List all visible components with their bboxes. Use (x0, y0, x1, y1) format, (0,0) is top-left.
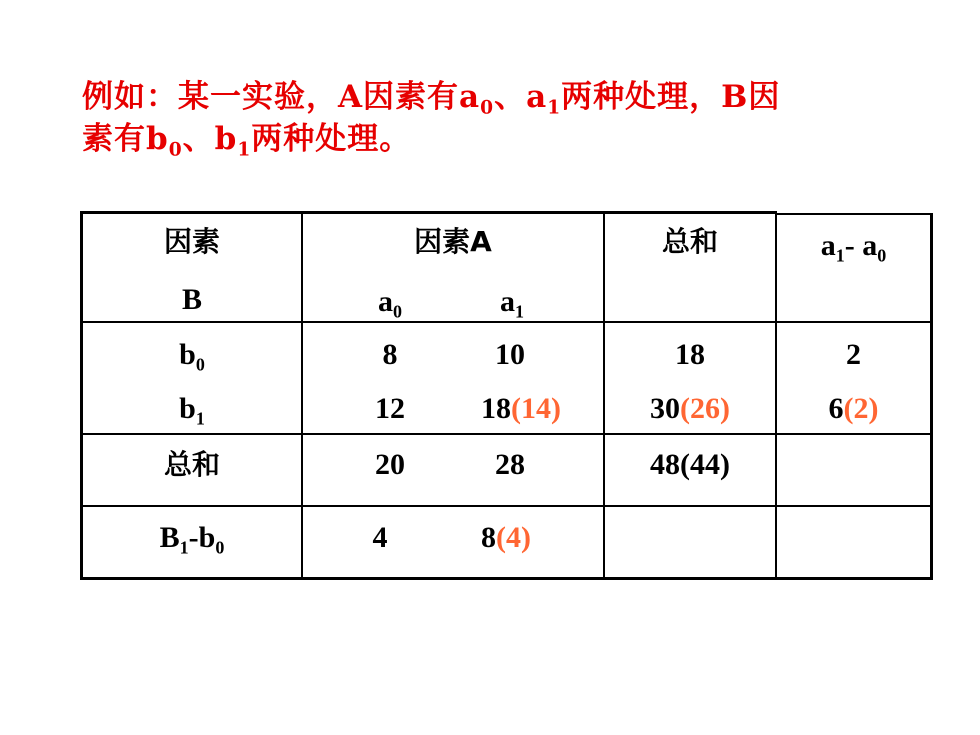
table-border-top-right (776, 213, 932, 215)
header-factor-a: 因素A (414, 225, 492, 258)
table-divider-total (80, 433, 932, 435)
cell-bdiff-a1: 8(4) (481, 521, 531, 554)
cell-b0-sum: 18 (675, 338, 705, 371)
title-line-2: 素有$b_0$、$b_1$两种处理。 (82, 121, 412, 161)
cell-b1-diff: 6(2) (828, 392, 879, 425)
header-factor-b: B (181, 283, 202, 316)
cell-b1-a1: 18(14) (481, 392, 561, 425)
header-a0: $a_0$ (378, 285, 402, 322)
row-label-total: 总和 (163, 448, 220, 481)
row-label-bdiff: $B_1-b_0$ (159, 521, 225, 558)
row-label-b0: $b_0$ (179, 338, 205, 375)
row-label-b1: $b_1$ (179, 392, 205, 429)
cell-total-sum: 48(44) (650, 448, 730, 481)
table-border-top (80, 211, 777, 214)
table-border-bottom (80, 577, 932, 580)
cell-bdiff-a0: 4 (372, 521, 388, 554)
header-sum: 总和 (661, 225, 718, 258)
table-divider-header (80, 321, 932, 323)
cell-b0-a0: 8 (382, 338, 398, 371)
cell-total-a0: 20 (375, 448, 405, 481)
cell-b1-a0: 12 (375, 392, 405, 425)
cell-b1-sum: 30(26) (650, 392, 730, 425)
cell-b0-a1: 10 (495, 338, 525, 371)
title-line-1: 例如：某一实验，A因素有$a_0$、$a_1$两种处理，B因 (82, 79, 781, 119)
table-border-right (930, 213, 933, 580)
cell-b0-diff: 2 (846, 338, 861, 371)
header-factor-cn: 因素 (163, 225, 220, 258)
table-divider-bdiff (80, 505, 932, 507)
header-diff: $a_1-$ $a_0$ (820, 229, 887, 266)
cell-total-a1: 28 (495, 448, 525, 481)
header-a1: $a_1$ (500, 285, 524, 322)
